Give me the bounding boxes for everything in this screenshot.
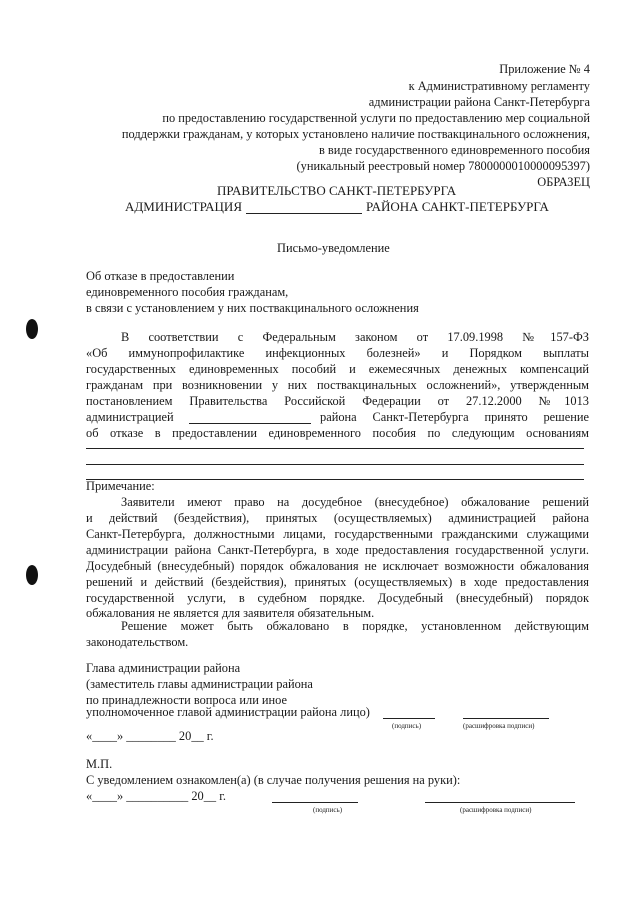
administration-suffix: РАЙОНА САНКТ-ПЕТЕРБУРГА (366, 199, 549, 214)
government-heading: ПРАВИТЕЛЬСТВО САНКТ-ПЕТЕРБУРГА (217, 183, 457, 198)
appendix-line-2: к Административному регламенту (408, 79, 590, 93)
note-line-10: законодательством. (86, 635, 189, 649)
stamp-place-label: М.П. (86, 757, 113, 771)
punch-hole-top (26, 319, 38, 339)
note-line-5: Досудебный (внесудебный) порядок обжалования не исключает возможности обжалования (86, 559, 589, 573)
punch-hole-bottom (26, 565, 38, 585)
signatory-line-1: Глава администрации района (86, 661, 241, 675)
note-label: Примечание: (86, 479, 155, 493)
signatory-decode-line[interactable] (463, 718, 549, 719)
body-line-4: гражданам при возникновении у них поствакцинальных осложнений», утвержденным (86, 378, 589, 392)
grounds-line-3[interactable] (86, 479, 584, 480)
subject-line-1: Об отказе в предоставлении (86, 269, 235, 283)
acknowledgement-date: «____» __________ 20__ г. (86, 789, 226, 803)
body-line-1: В соответствии с Федеральным законом от 17.09.1998 №157-ФЗ (121, 330, 589, 344)
administration-prefix: АДМИНИСТРАЦИЯ (125, 199, 242, 214)
signatory-signature-caption: (подпись) (392, 722, 422, 730)
signatory-date: «____» ________ 20__ г. (86, 729, 214, 743)
subject-line-3: в связи с установлением у них поствакцинального осложнения (86, 301, 419, 315)
note-line-2: и действий (бездействия), принятых (осуществляемых) администрацией района (86, 511, 589, 525)
subject-line-2: единовременного пособия гражданам, (86, 285, 289, 299)
appendix-line-6: в виде государственного единовременного пособия (318, 143, 590, 157)
appendix-line-3: администрации района Санкт-Петербурга (368, 95, 590, 109)
note-line-4: администрации района Санкт-Петербурга, в ходе предоставления государственной услуги. (86, 543, 589, 557)
signatory-decode-caption: (расшифровка подписи) (463, 722, 535, 730)
appendix-line-1: Приложение № 4 (499, 62, 590, 76)
signatory-line-3: по принадлежности вопроса или иное (86, 693, 288, 707)
note-line-3: Санкт-Петербурга, должностными лицами, государственными гражданскими служащими (86, 527, 589, 541)
letter-title: Письмо-уведомление (277, 241, 390, 255)
grounds-line-2[interactable] (86, 464, 584, 465)
body-district-blank[interactable] (189, 423, 311, 424)
acknowledgement-text: С уведомлением ознакомлен(а) (в случае получения решения на руки): (86, 773, 461, 787)
acknowledgement-signature-line[interactable] (272, 802, 358, 803)
acknowledgement-decode-line[interactable] (425, 802, 575, 803)
signatory-signature-line[interactable] (383, 718, 435, 719)
district-name-blank[interactable] (246, 213, 362, 214)
body-line-2: «Об иммунопрофилактике инфекционных болезней» и Порядком выплаты (86, 346, 589, 360)
acknowledgement-decode-caption: (расшифровка подписи) (460, 806, 532, 814)
note-line-9: Решение может быть обжаловано в порядке, установленном действующим (121, 619, 589, 633)
body-line-6-prefix: администрацией (86, 410, 174, 424)
signatory-line-2: (заместитель главы администрации района (86, 677, 313, 691)
note-line-1: Заявители имеют право на досудебное (внесудебное) обжалование решений (121, 495, 589, 509)
note-line-8: обжалования не является для заявителя обязательным. (86, 606, 375, 620)
body-line-7: об отказе в предоставлении единовременного пособия по следующим основаниям (86, 426, 589, 440)
appendix-line-5: поддержки гражданам, у которых установлено наличие поствакцинального осложнения, (121, 127, 590, 141)
note-line-6: решений и действий (бездействия), принятых (осуществляемых) в ходе предоставления (86, 575, 589, 589)
body-line-6-suffix: района Санкт-Петербурга принято решение (320, 410, 589, 424)
note-line-7: государственной услуги, в судебном порядке. Досудебный (внесудебный) порядок (86, 591, 589, 605)
body-line-5: постановлением Правительства Российской Федерации от 27.12.2000 №1013 (86, 394, 589, 408)
grounds-line-1[interactable] (86, 448, 584, 449)
signatory-line-4: уполномоченное главой администрации района лицо) (86, 705, 370, 719)
appendix-line-4: по предоставлению государственной услуги по предоставлению мер социальной (162, 111, 590, 125)
body-line-3: государственных единовременных пособий и ежемесячных денежных компенсаций (86, 362, 589, 376)
sample-label: ОБРАЗЕЦ (537, 175, 590, 189)
appendix-line-7: (уникальный реестровый номер 7800000010000095397) (296, 159, 590, 173)
acknowledgement-signature-caption: (подпись) (313, 806, 343, 814)
